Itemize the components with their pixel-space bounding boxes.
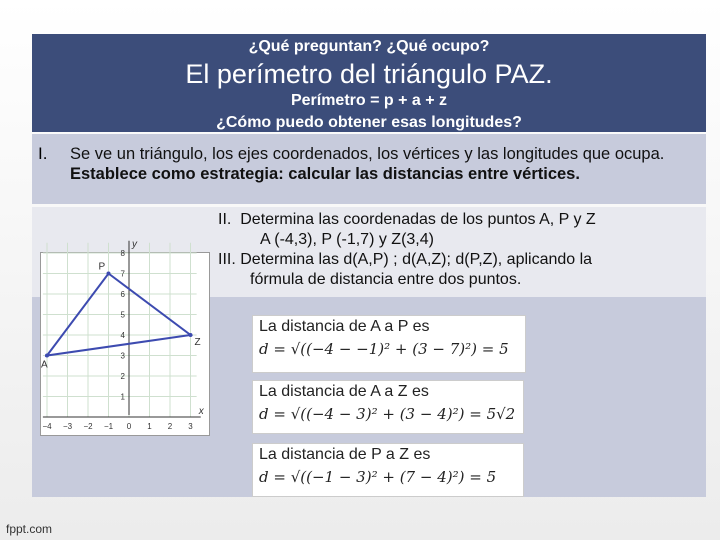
how-question: ¿Cómo puedo obtener esas longitudes? — [216, 114, 522, 131]
vertex-label: P — [98, 261, 106, 273]
y-tick-label: 5 — [120, 310, 125, 320]
graph-svg — [41, 238, 209, 435]
x-tick-label: 2 — [167, 422, 173, 431]
y-tick-label: 8 — [120, 249, 125, 258]
x-tick-label: −3 — [62, 422, 73, 431]
step-2-text: Determina las coordenadas de los puntos A, P y Z — [240, 211, 596, 228]
distance-formula-pz: d = √((−1 − 3)² + (7 − 4)²) = 5 — [259, 468, 497, 486]
y-tick-label: 3 — [120, 351, 125, 361]
x-axis-label: x — [198, 406, 204, 417]
y-axis-label: y — [132, 238, 137, 250]
step-1-text — [70, 144, 700, 184]
step-3-line-1 — [218, 250, 698, 270]
y-tick-label: 4 — [120, 331, 125, 340]
question-text: ¿Qué preguntan? ¿Qué ocupo? — [248, 38, 490, 55]
steps-list — [218, 210, 698, 290]
vertex-point — [107, 272, 111, 276]
step-2-number: II. — [218, 211, 232, 228]
y-tick-label: 6 — [120, 290, 125, 299]
x-tick-label: −4 — [42, 422, 52, 431]
y-tick-label: 1 — [120, 392, 125, 402]
vertex-point — [45, 354, 49, 358]
x-tick-label: 1 — [147, 422, 152, 431]
step-1-bold-2: : calcular las distancias entre vértices. — [278, 165, 580, 183]
y-tick-label: 2 — [120, 372, 125, 381]
distance-box-az — [252, 380, 524, 434]
perimeter-formula: Perímetro = p + a + z — [290, 92, 448, 109]
distance-label-ap: La distancia de A a P es — [259, 318, 430, 335]
fppt-logo: fppt.com — [6, 522, 53, 536]
step-1-bold: Establece como estrategia — [70, 165, 279, 183]
slide-header — [32, 34, 706, 132]
step-2-line-1 — [218, 210, 698, 230]
x-tick-label: 3 — [188, 422, 193, 431]
step-2-line-2: A (-4,3), P (-1,7) y Z(3,4) — [260, 231, 434, 248]
vertex-label: A — [41, 359, 48, 371]
step-3-number: III. — [218, 251, 236, 268]
step-1-number: I. — [38, 144, 48, 163]
step-1-plain: Se ve un triángulo, los ejes coordenados, los vértices y las longitudes que ocupa. — [70, 145, 665, 163]
distance-box-pz — [252, 443, 524, 497]
distance-formula-az: d = √((−4 − 3)² + (3 − 4)²) = 5√2 — [259, 405, 516, 423]
vertex-point — [189, 333, 193, 337]
coordinate-graph — [40, 238, 210, 436]
x-tick-label: 0 — [126, 422, 132, 431]
step-3-line-2: fórmula de distancia entre dos puntos. — [250, 271, 522, 288]
distance-label-pz: La distancia de P a Z es — [259, 446, 431, 463]
x-tick-label: −2 — [83, 422, 93, 431]
step-3-text: Determina las d(A,P) ; d(A,Z); d(P,Z), aplicando la — [240, 251, 593, 268]
x-tick-label: −1 — [103, 422, 114, 431]
distance-box-ap — [252, 315, 526, 373]
y-tick-label: 7 — [120, 269, 125, 279]
distance-formula-ap: d = √((−4 − −1)² + (3 − 7)²) = 5 — [259, 340, 509, 358]
slide-title: El perímetro del triángulo PAZ. — [185, 59, 553, 89]
vertex-label: Z — [194, 337, 201, 348]
step-1-row — [32, 134, 706, 204]
distance-label-az: La distancia de A a Z es — [259, 383, 429, 400]
